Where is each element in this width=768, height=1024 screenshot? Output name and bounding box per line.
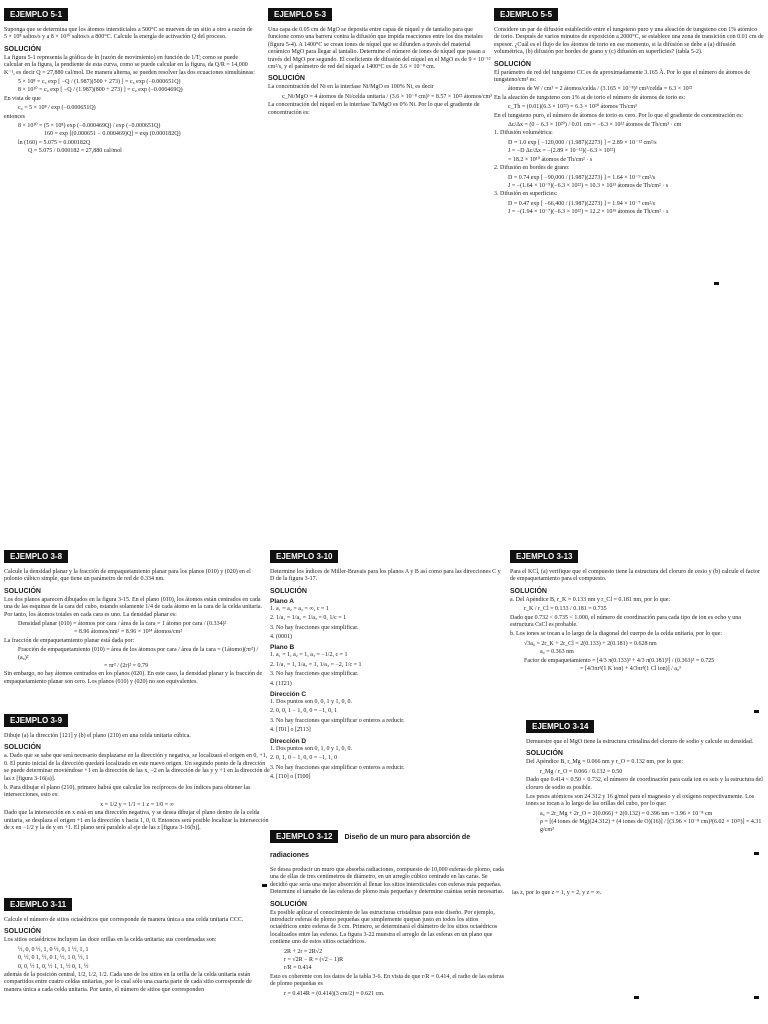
example-3-8	[4, 546, 270, 708]
solution-heading: SOLUCIÓN	[4, 587, 41, 595]
coordinates-row: 0, 0, ½ 1, 0, ½ 1, 1, ½ 0, 1, ½	[18, 963, 89, 970]
equation: r = √2R − R = (√2 − 1)R	[284, 957, 344, 964]
equation: Factor de empaquetamiento = [4/3 π(0.133)³ + 4/3 π(0.181)³] / (0.363)³ = 0.725	[524, 657, 715, 664]
equation: J = −(1.64 × 10⁻⁹)(−6.3 × 10²²) = 10.3 × 10¹³ átomos de Th/cm² · s	[508, 182, 669, 189]
problem-statement: Dibuje (a) la dirección [121] y (b) el plano (210) en una celda unitaria cúbica.	[4, 733, 191, 739]
paragraph: Es posible aplicar el conocimiento de las estructuras cristalinas para este diseño. Por ejemplo, introducir esferas de plomo pequeñas que simplemente quepan justo en todos los sitios octaédricos entre esferas de 3 cm. Primero, se determinará el diámetro de los sitios octaédricos localizados entre las esferas. La figura 3-22 muestra el arreglo de las esferas en un plano que contiene uno de estos sitios octaédricos.	[270, 909, 498, 946]
solution-heading: SOLUCIÓN	[526, 750, 563, 758]
equation: = πr² / (2r)² = 0.79	[104, 663, 149, 670]
paragraph: La figura 5-1 representa la gráfica de ln (razón de movimiento) en función de 1/T; como se puede calcular en la figura, la pendiente de esta curva, como se puede calcular en la figura, da Q/R = 14,000 K⁻¹, es decir Q = 27,880 cal/mol. De manera alterna, se pueden resolver las dos ecuaciones simultáneas:	[4, 54, 255, 76]
equation: x = 1/2 y = 1/1 = 1 z = 1/0 = ∞	[100, 801, 174, 808]
list-item: b. Los iones se tocan a lo largo de la diagonal del cuerpo de la celda unitaria, por lo que:	[510, 631, 722, 638]
equation: c_Th = (0.01)(6.3 × 10²²) = 6.3 × 10²⁰ átomos Th/cm³	[508, 104, 637, 111]
equation: D = 0.74 exp [ −90,000 / (1.987)(2273) ] = 1.64 × 10⁻⁹ cm²/s	[508, 174, 656, 181]
step: 4. (0001)	[270, 634, 292, 641]
solution-heading: SOLUCIÓN	[4, 45, 41, 53]
equation: 160 = exp [(0.000651 − 0.000469)Q] = exp (0.000182Q)	[44, 131, 181, 138]
equation: J = −D Δc/Δx = −(2.89 × 10⁻¹²)(−6.3 × 10²²)	[508, 148, 616, 155]
problem-statement: Calcule la densidad planar y la fracción de empaquetamiento planar para los planos (010) y (020) en el polonio cúbico simple, que tiene un parámetro de red de 0.334 nm.	[4, 569, 251, 583]
example-5-3	[268, 4, 492, 164]
equation: c₀ = 5 × 10⁸ / exp (−0.000651Q)	[18, 105, 96, 112]
end-of-example-mark	[754, 996, 759, 999]
paragraph: En la aleación de tungsteno con 1% at de torio el número de átomos de torio es:	[494, 94, 686, 101]
paragraph: Esto es coherente con los datos de la tabla 3-6. En vista de que r/R = 0.414, el radio de las esferas de plomo pequeñas es	[270, 973, 504, 988]
equation: Δc/Δx = (0 − 6.3 × 10²⁰) / 0.01 cm = −6.3 × 10²² átomos de Th/cm³ · cm	[508, 122, 682, 129]
equation: D = 1.0 exp [ −120,000 / (1.987)(2273) ] = 2.89 × 10⁻¹² cm²/s	[508, 139, 657, 146]
paragraph: En el tungsteno puro, el número de átomos de torio es cero. Por lo que el gradiente de concentración es:	[494, 112, 744, 119]
step: 2. 1/a₁ = 1, 1/a₂ = 1, 1/a₃ = −2, 1/c = 1	[270, 661, 362, 668]
subsection-heading: Dirección D	[270, 737, 307, 745]
solution-heading: SOLUCIÓN	[510, 587, 547, 595]
list-item: a. Del Apéndice B, r_K = 0.133 nm y r_Cl = 0.181 nm, por lo que:	[510, 596, 671, 603]
equation: átomos de W / cm³ = 2 átomos/celda / (3.165 × 10⁻⁸)³ cm³/celda = 6.3 × 10²²	[508, 86, 693, 93]
example-header: EJEMPLO 5-1	[4, 8, 68, 21]
equation: Fracción de empaquetamiento (010) = área de los átomos por cara / área de la cara = (1átomo)(πr²) / (a₀)²	[18, 647, 259, 661]
solution-heading: SOLUCIÓN	[4, 744, 41, 752]
step: 4. [1̄10] o [1̄100]	[270, 773, 311, 780]
step: 1. a₁ = 1, a₂ = 1, a₃ = −1/2, c = 1	[270, 652, 348, 659]
step: 1. a₁ = a₂ = a₃ = ∞, c = 1	[270, 605, 329, 612]
example-5-5	[494, 4, 764, 290]
problem-statement: Suponga que se determina que los átomos intersticiales a 500°C se mueven de un sitio a otro a razón de 5 × 10⁸ saltos/s y a 8 × 10¹⁰ saltos/s a 800°C. Calcule la energía de activación Q del proceso.	[4, 27, 253, 41]
equation: √3a₀ = 2r_K + 2r_Cl = 2(0.133) + 2(0.181) = 0.628 nm	[524, 640, 657, 647]
end-of-example-mark	[754, 852, 759, 855]
equation: J = −(1.94 × 10⁻⁷)(−6.3 × 10²²) = 12.2 × 10¹⁵ átomos de Th/cm² · s	[508, 209, 669, 216]
solution-heading: SOLUCIÓN	[4, 928, 41, 936]
problem-statement: Considere un par de difusión establecido entre el tungsteno puro y una aleación de tungsteno con 1% atómico de torio. Después de varios minutos de exposición a 2000°C, se establece una zona de transición con 0.01 cm de espesor. ¿Cuál es el flujo de los átomos de torio en ese momento, si la difusión se debe a (a) difusión volumétrica, (b) difusión por bordes de grano y (c) difusión en superficies? (tabla 5-2).	[494, 27, 764, 56]
paragraph: Del Apéndice B, r_Mg = 0.066 nm y r_O = 0.132 nm, por lo que:	[526, 759, 684, 766]
end-of-example-mark	[714, 282, 719, 285]
paragraph: entonces	[4, 113, 25, 120]
step: 3. No hay fracciones que simplificar o enteros a reducir.	[270, 764, 405, 771]
paragraph: Los dos planos aparecen dibujados en la figura 3-15. En el plano (010), los átomos están centrados en cada una de las esquinas de la cara del cubo, estando solamente 1/4 de cada átomo en la cara de la celda unitaria. Por tanto, los átomos totales en cada cara es uno. La densidad planar es:	[4, 596, 263, 618]
solution-heading: SOLUCIÓN	[270, 587, 307, 595]
equation: = 8.96 átomos/nm² = 8.96 × 10¹⁴ átomos/cm²	[74, 629, 183, 636]
example-3-9	[4, 710, 270, 890]
equation: c_Ni/MgO = 4 átomos de Ni/celda unitaria / (3.6 × 10⁻⁸ cm)³ = 8.57 × 10²² átomos/cm³	[282, 93, 492, 100]
fragment-text	[512, 890, 752, 902]
problem-statement: Demuestre que el MgO tiene la estructura cristalina del cloruro de sodio y calcule su densidad.	[526, 739, 754, 745]
paragraph: Dado que 0.414 < 0.50 < 0.732, el número de coordinación para cada ion es seis y la estructura del cloruro de sodio es posible.	[526, 777, 763, 791]
paragraph: La concentración del níquel en la interfase Ta/MgO es 0% Ni. Por lo que el gradiente de concentración es:	[268, 102, 480, 116]
problem-statement: Para el KCl, (a) verifique que el compuesto tiene la estructura del cloruro de cesio y (b) calcule el factor de empaquetamiento para el compuesto.	[510, 569, 760, 583]
equation: 8 × 10¹⁰ = c₀ exp [ −Q / (1.987)(800 + 273) ] = c₀ exp (−0.000469Q)	[18, 87, 183, 94]
example-header: EJEMPLO 3-11	[4, 898, 72, 911]
example-header: EJEMPLO 3-14	[526, 720, 594, 733]
equation: r/R = 0.414	[284, 965, 312, 972]
example-3-14	[526, 716, 764, 852]
example-header: EJEMPLO 5-5	[494, 8, 558, 21]
example-header: EJEMPLO 3-13	[510, 550, 578, 563]
solution-heading: SOLUCIÓN	[268, 75, 305, 83]
step: 2. 0, 1, 0 − 1, 0, 0 = −1, 1, 0	[270, 755, 338, 762]
paragraph: En vista de que	[4, 95, 41, 102]
coordinates-row: 0, ½, 0 1, ½, 0 1, ½, 1 0, ½, 1	[18, 955, 89, 962]
step: 3. No hay fracciones que simplificar.	[270, 624, 359, 631]
list-item: a. Dado que se sabe que será necesario desplazarse en la dirección y negativa, se localizará el origen en 0, +1, 0. El punto inicial de la dirección quedará localizado en este nuevo origen. Un segundo punto de la dirección se puede determinar moviéndose +1 en la dirección de las x, −2 en la dirección de las y y +1 en la dirección de las z [figura 3-16(a)].	[4, 753, 270, 782]
step: 4. [1̄01] o [2̄113]	[270, 727, 311, 734]
step: 1. Dos puntos son 0, 0, 1 y 1, 0, 0.	[270, 699, 353, 706]
equation: 8 × 10¹⁰ = (5 × 10⁸) exp (−0.000469Q) / exp (−0.000651Q)	[18, 123, 161, 130]
equation: r_Mg / r_O = 0.066 / 0.132 = 0.50	[540, 768, 623, 775]
solution-heading: SOLUCIÓN	[270, 900, 307, 908]
step: 3. No hay fracciones que simplificar o enteros a reducir.	[270, 717, 405, 724]
list-item: 1. Difusión volumétrica:	[494, 130, 553, 137]
list-item: 3. Difusión en superficies:	[494, 191, 558, 198]
paragraph: La concentración del Ni en la interfase Ni/MgO es 100% Ni, es decir	[268, 84, 434, 91]
equation: ρ = [(4 iones de Mg)(24.312) + (4 iones de O)(16)] / [(3.96 × 10⁻⁸ cm)³(6.02 × 10²³)] = 4.31 g/cm³	[540, 819, 762, 833]
example-header: EJEMPLO 3-9	[4, 714, 68, 727]
equation: r_K / r_Cl = 0.133 / 0.181 = 0.735	[524, 606, 607, 613]
example-3-13	[510, 546, 764, 714]
problem-statement: Calcule el número de sitios octaédricos que corresponde de manera única a una celda unitaria CCC.	[4, 917, 244, 923]
equation: 2R + 2r = 2R√2	[284, 948, 323, 955]
paragraph: las z, por lo que z = 1, y = 2, y z = ∞.	[512, 890, 602, 896]
example-header: EJEMPLO 5-3	[268, 8, 332, 21]
step: 4. (11̄21)	[270, 680, 292, 687]
subsection-heading: Plano A	[270, 597, 294, 605]
equation: a₀ = 2r_Mg + 2r_O = 2(0.066) + 2(0.132) = 0.396 nm = 3.96 × 10⁻⁸ cm	[540, 810, 713, 817]
solution-heading: SOLUCIÓN	[494, 60, 531, 68]
equation: = 18.2 × 10¹⁰ átomos de Th/cm² · s	[508, 156, 593, 163]
paragraph: Dado que la intersección en x está en una dirección negativa, y se desea dibujar el plano dentro de la celda unitaria, se desplaza el origen +1 en la dirección x hacia 1, 0, 0. Entonces será posible localizar la intersección de x en −1/2 y la de y en +1. El plano será paralelo al eje de las z [figura 3-16(b)].	[4, 810, 269, 832]
equation: ln (160) = 5.075 = 0.000182Q	[18, 139, 91, 146]
example-header: EJEMPLO 3-10	[270, 550, 338, 563]
step: 3. No hay fracciones que simplificar.	[270, 671, 359, 678]
step: 1. Dos puntos son 0, 1, 0 y 1, 0, 0.	[270, 745, 353, 752]
equation: a₀ = 0.363 nm	[540, 649, 574, 656]
problem-statement: Una capa de 0.05 cm de MgO se deposita entre capas de níquel y de tantalio para que funcione como una barrera contra la difusión que impida reacciones entre los dos metales (figura 5-4). A 1400°C se crean iones de níquel que se difunden a través del material cerámico MgO para llegar al tantalio. Determine el número de iones de níquel que pasan a través del MgO por segundo. El coeficiente de difusión del níquel en el MgO es de 9 × 10⁻¹² cm²/s, y el parámetro de red del níquel a 1400°C es de 3.6 × 10⁻⁸ cm.	[268, 27, 491, 71]
equation: = [4/3πr³(1 K ion) + 4/3πr³(1 Cl ion)] / a₀³	[580, 666, 681, 673]
example-3-12	[270, 826, 506, 1022]
list-item: 2. Difusión en bordes de grano:	[494, 165, 570, 172]
equation: D = 0.47 exp [ −66,400 / (1.987)(2273) ] = 1.94 × 10⁻⁷ cm²/s	[508, 200, 656, 207]
example-3-10	[270, 546, 506, 822]
equation: Q = 5.075 / 0.000182 = 27,880 cal/mol	[28, 148, 122, 155]
subsection-heading: Plano B	[270, 644, 295, 652]
example-header: EJEMPLO 3-8	[4, 550, 68, 563]
example-title: Diseño de un muro para absorción de radiaciones	[270, 834, 471, 859]
subsection-heading: Dirección C	[270, 691, 307, 699]
paragraph: Los pesos atómicos son 24.312 y 16 g/mol para el magnesio y el oxígeno respectivamente. Los iones se tocan a lo largo de las orillas del cubo, por lo que:	[526, 794, 755, 808]
end-of-example-mark	[754, 710, 759, 713]
equation: r = 0.414R = (0.414)(3 cm/2) = 0.621 cm.	[284, 990, 385, 997]
problem-statement: Determine los índices de Miller-Bravais para los planos A y B así como para las direcciones C y D de la figura 3-17.	[270, 569, 501, 583]
coordinates-row: ½, 0, 0 ½, 1, 0 ½, 0, 1 ½, 1, 1	[18, 946, 89, 953]
equation: Densidad planar (010) = átomos por cara / área de la cara = 1 átomo por cara / (0.334)²	[18, 621, 227, 628]
example-header: EJEMPLO 3-12	[270, 830, 338, 843]
list-item: b. Para dibujar el plano (210), primero habrá que calcular los recíprocos de los índices para obtener las intersecciones, esto es:	[4, 785, 251, 799]
paragraph: El parámetro de red del tungsteno CC es de aproximadamente 3.165 Å. Por lo que el número de átomos de tungsteno/cm³ es:	[494, 69, 751, 84]
equation: 5 × 10⁸ = c₀ exp [ −Q / (1.987)(500 + 273) ] = c₀ exp (−0.000651Q)	[18, 79, 181, 86]
end-of-example-mark	[262, 884, 267, 887]
paragraph: La fracción de empaquetamiento planar está dada por:	[4, 637, 135, 644]
problem-statement: Se desea producir un muro que absorba radiaciones, compuesto de 10,000 esferas de plomo, cada una de ellas de tres centímetros de diámetro, en un arreglo cúbico centrado en las caras. Se decidió que sería una mejor absorción al llenar los sitios intersticiales con esferas más pequeñas. Determine el tamaño de las esferas de plomo más pequeñas y determine cuántas serán necesarias.	[270, 867, 505, 896]
paragraph: Los sitios octaédricos incluyen las doce orillas en la celda unitaria; sus coordenadas son:	[4, 937, 217, 944]
paragraph: además de la posición central, 1/2, 1/2, 1/2. Cada uno de los sitios en la orilla de la celda unitaria están compartidos entre cuatro celdas unitarias, por lo cual sólo una cuarta parte de cada sitio corresponde de manera única a cada celda unitaria. Por tanto, el número de sitios que corresponden	[4, 972, 252, 993]
step: 2. 0, 0, 1 − 1, 0, 0 = −1, 0, 1	[270, 708, 338, 715]
example-5-1	[4, 4, 256, 290]
example-3-11	[4, 894, 270, 1022]
paragraph: Sin embargo, no hay átomos centrados en los planos (020). En este caso, la densidad planar y la fracción de empaquetamiento planar son cero. Los planos (010) y (020) no son equivalentes.	[4, 671, 263, 685]
step: 2. 1/a₁ = 1/a₂ = 1/a₃ = 0, 1/c = 1	[270, 615, 347, 622]
end-of-example-mark	[634, 996, 639, 999]
paragraph: Dado que 0.732 < 0.735 < 1.000, el número de coordinación para cada tipo de ion es ocho y una estructura CsCl es probable.	[510, 614, 741, 629]
